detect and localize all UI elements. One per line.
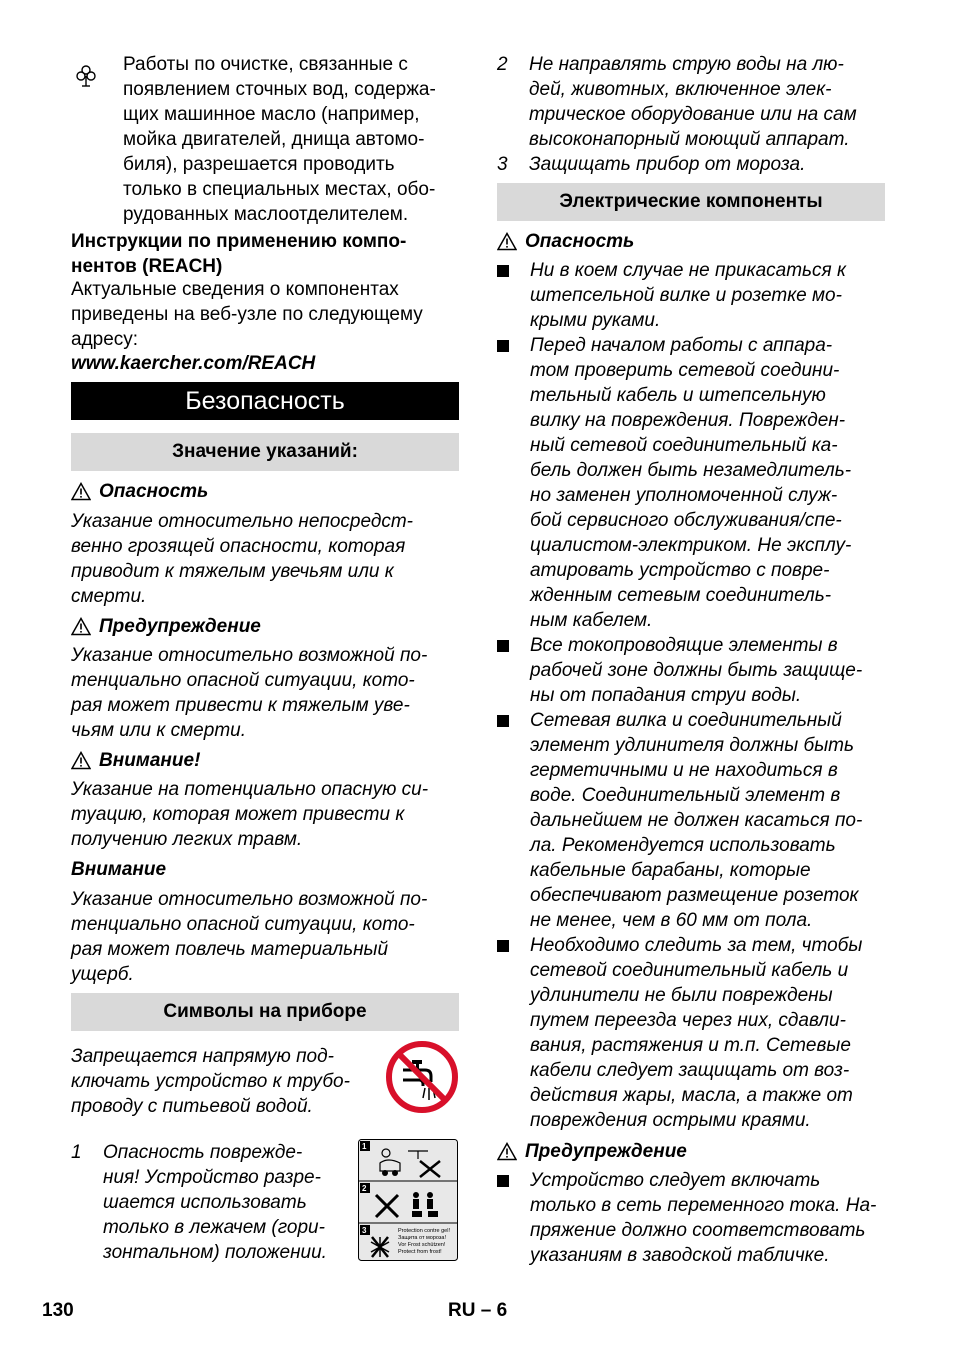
label-number-1: 1: [362, 1142, 367, 1151]
frost-text-4: Protect from frost!: [398, 1249, 442, 1255]
symbols-heading: Символы на приборе: [71, 993, 459, 1031]
electric-danger-label: Опасность: [525, 231, 635, 252]
electric-warning-bullet: Устройство следует включать только в сеть переменного тока. На- пряжение должно соответствовать указаниям в заводской табличке.: [530, 1170, 877, 1266]
warning-triangle-icon: [497, 1142, 517, 1161]
item-1-number: 1: [71, 1142, 82, 1163]
frost-text-3: Vor Frost schützen!: [398, 1242, 446, 1248]
warning-label: Предупреждение: [99, 616, 261, 637]
electric-bullet-3: Все токопроводящие элементы в рабочей зоне должны быть защище- ны от попадания струи воды.: [530, 635, 863, 706]
no-drinking-water-icon: [385, 1040, 459, 1114]
warning-text: Указание относительно возможной по- тенциально опасной ситуации, кото- рая может привести к тяжелым уве- чьям или к смерти.: [71, 645, 428, 741]
bullet-square: [497, 340, 509, 352]
device-symbol-label: [358, 1139, 458, 1261]
notice-text: Указание относительно возможной по- тенциально опасной ситуации, кото- рая может повлечь материальный ущерб.: [71, 889, 428, 985]
label-number-3: 3: [362, 1226, 367, 1235]
warning-triangle-icon: [71, 751, 91, 770]
item-2-text: Не направлять струю воды на лю- дей, животных, включенное элек- трическое оборудование или на сам высоконапорный моющий аппарат.: [529, 54, 857, 150]
warning-triangle-icon: [71, 617, 91, 636]
electric-components-heading: Электрические компоненты: [497, 183, 885, 221]
danger-label: Опасность: [99, 481, 209, 502]
bullet-square: [497, 940, 509, 952]
page-number: 130: [42, 1300, 74, 1321]
caution-heading: [71, 748, 459, 773]
environment-note: Работы по очистке, связанные с появлением сточных вод, содержа- щих машинное масло (например, мойка двигателей, днища автомо- биля), разрешается проводить только в специальных местах, обо- рудованных маслоотделителем.: [123, 54, 436, 225]
meaning-heading: Значение указаний:: [71, 433, 459, 471]
bullet-square: [497, 265, 509, 277]
reach-url-link[interactable]: www.kaercher.com/REACH: [71, 353, 316, 374]
bullet-square: [497, 1175, 509, 1187]
warning-triangle-icon: [71, 482, 91, 501]
electric-warning-heading: [497, 1139, 885, 1164]
caution-text: Указание на потенциально опасную си- туацию, которая может привести к получению легких травм.: [71, 779, 429, 850]
frost-text-1: Protection contre gel!: [398, 1228, 450, 1234]
caution-label: Внимание!: [99, 750, 201, 771]
danger-heading: [71, 479, 459, 504]
reach-heading: Инструкции по применению компо- нентов (REACH): [71, 231, 407, 277]
safety-title: Безопасность: [71, 382, 459, 420]
drinking-water-text: Запрещается напрямую под- ключать устройство к трубо- проводу с питьевой водой.: [71, 1046, 350, 1117]
electric-bullet-1: Ни в коем случае не прикасаться к штепсельной вилке и розетке мо- крыми руками.: [530, 260, 846, 331]
electric-warning-label: Предупреждение: [525, 1141, 687, 1162]
electric-danger-heading: [497, 229, 885, 254]
danger-text: Указание относительно непосредст- венно грозящей опасности, которая приводит к тяжелым увечьям или к смерти.: [71, 511, 413, 607]
item-3-number: 3: [497, 154, 508, 175]
bullet-square: [497, 715, 509, 727]
notice-label: Внимание: [71, 859, 167, 880]
reach-text: Актуальные сведения о компонентах приведены на веб-узле по следующему адресу:: [71, 279, 423, 350]
bullet-square: [497, 640, 509, 652]
frost-text-2: Защита от мороза!: [398, 1235, 447, 1241]
item-2-number: 2: [497, 54, 508, 75]
item-1-text: Опасность поврежде- ния! Устройство разре- шается использовать только в лежачем (гори- зонтальном) положении.: [103, 1142, 327, 1263]
electric-bullet-2: Перед началом работы с аппара- том проверить сетевой соедини- тельный кабель и штепсельную вилку на повреждения. Поврежден- ный сетевой соединительный ка- бель должен быть незамедлитель- но заменен уполномоченной служ- бой сервисного обслуживания/спе- циалистом-электриком. Не эксплу- атировать устройство с повре- жденным сетевым соединитель- ным кабелем.: [530, 335, 852, 631]
label-number-2: 2: [362, 1184, 367, 1193]
electric-bullet-5: Необходимо следить за тем, чтобы сетевой соединительный кабель и удлинители не были повреждены путем переезда через них, сдавли- вания, растяжения и т.п. Сетевые кабели следует защищать от воз- действия жары, масла, а также от повреждения острыми краями.: [530, 935, 863, 1131]
item-3-text: Защищать прибор от мороза.: [529, 154, 806, 175]
page-code: RU – 6: [448, 1300, 508, 1321]
warning-triangle-icon: [497, 232, 517, 251]
warning-heading: [71, 614, 459, 639]
environment-icon: [75, 64, 99, 95]
electric-bullet-4: Сетевая вилка и соединительный элемент удлинителя должны быть герметичными и не находиться в воде. Соединительный элемент в дальнейшем не должен касаться по- ла. Рекомендуется использовать кабельные барабаны, которые обеспечивают размещение розеток не менее, чем в 60 мм от пола.: [530, 710, 863, 931]
